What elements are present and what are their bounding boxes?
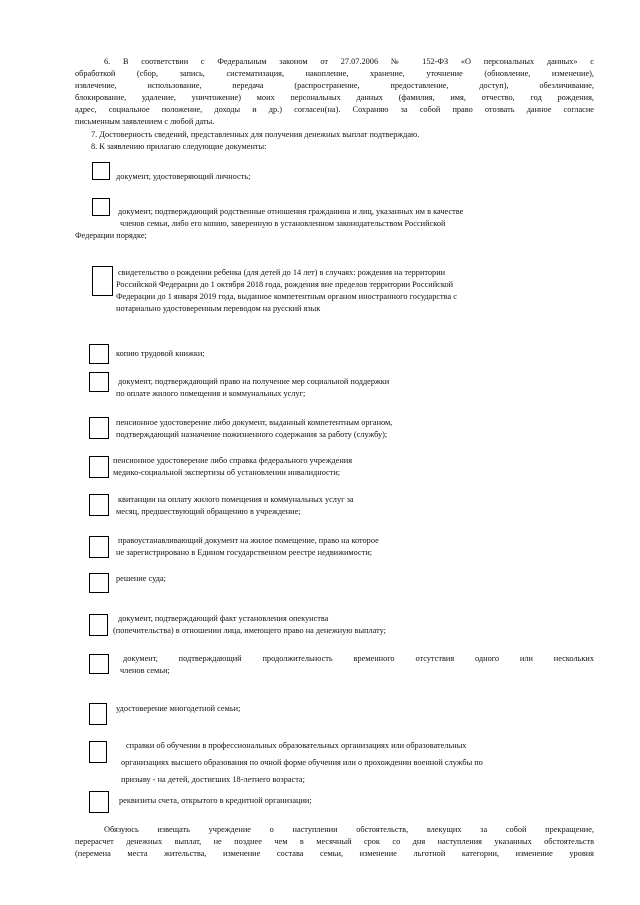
doc-kinship-label-1: документ, подтверждающий родственные отношения гражданина и лиц, указанных им в качестве [118,207,464,216]
closing-line-1: Обязуюсь извещать учреждение о наступлении обстоятельств, влекущих за собой прекращение, [104,825,594,834]
doc-kinship-label-2: членов семьи, либо его копию, заверенную в установленном законодательством Российской [120,219,446,228]
doc-birth-certificate-label-1: свидетельство о рождении ребенка (для детей до 14 лет) в случаях: рождения на территории [118,268,446,277]
doc-pension-certificate-checkbox[interactable] [89,417,109,439]
doc-disability-label-1: пенсионное удостоверение либо справка федерального учреждения [113,456,353,465]
doc-identity-label: документ, удостоверяющий личность; [116,172,251,181]
para6-line-3: извлечение, использование, передача (распространение, предоставление, доступ), обезличивание, [75,81,594,90]
doc-utility-receipts-label-1: квитанции на оплату жилого помещения и коммунальных услуг за [118,495,354,504]
doc-disability-label-2: медико-социальной экспертизы об установлении инвалидности; [113,468,341,477]
doc-social-support-checkbox[interactable] [89,372,109,392]
para6-line-5: адрес, социальное положение, доходы и др.) согласен(на). Сохраняю за собой право отозвать данное согласие [75,105,594,114]
doc-utility-receipts-label-2: месяц, предшествующий обращению в учреждение; [116,507,301,516]
doc-identity-checkbox[interactable] [92,162,110,180]
doc-bank-details-checkbox[interactable] [89,791,109,813]
doc-kinship-label-3: Федерации порядке; [75,231,147,240]
doc-education-certificate-label-1: справки об обучении в профессиональных образовательных организациях или образовательных [126,741,467,750]
para6-line-2: обработкой (сбор, запись, систематизация, накопление, хранение, уточнение (обновление, изменение), [75,69,594,78]
doc-birth-certificate-label-4: нотариально удостоверенным переводом на русский язык [116,304,321,313]
doc-disability-checkbox[interactable] [89,456,109,478]
doc-property-title-label-2: не зарегистрировано в Едином государственном реестре недвижимости; [116,548,373,557]
doc-pension-certificate-label-2: подтверждающий назначение пожизненного содержания за работу (службу); [116,430,388,439]
doc-utility-receipts-checkbox[interactable] [89,494,109,516]
doc-guardianship-label-1: документ, подтверждающий факт установления опекунства [118,614,329,623]
doc-social-support-label-1: документ, подтверждающий право на получение мер социальной поддержки [118,377,390,386]
doc-education-certificate-label-2: организациях высшего образования по очной форме обучения или о прохождении военной службы по [121,758,483,767]
closing-line-2: перерасчет денежных выплат, не позднее чем в месячный срок со дня наступления указанных обстоятельств [75,837,594,846]
para8: 8. К заявлению прилагаю следующие документы: [91,142,267,151]
doc-birth-certificate-label-3: Федерации до 1 января 2019 года, выданное компетентным органом иностранного государства с [116,292,457,301]
doc-property-title-label-1: правоустанавливающий документ на жилое помещение, право на которое [118,536,379,545]
doc-pension-certificate-label-1: пенсионное удостоверение либо документ, выданный компетентным органом, [116,418,393,427]
doc-birth-certificate-label-2: Российской Федерации до 1 октября 2018 года, рождения вне пределов территории Российской [116,280,454,289]
doc-property-title-checkbox[interactable] [89,536,109,558]
para6-line-4: блокирование, удаление, уничтожение) моих персональных данных (фамилия, имя, отчество, год рождения, [75,93,594,102]
doc-court-decision-checkbox[interactable] [89,573,109,593]
doc-temporary-absence-label-1: документ, подтверждающий продолжительность временного отсутствия одного или нескольких [123,654,594,663]
doc-large-family-checkbox[interactable] [89,703,107,725]
doc-kinship-checkbox[interactable] [92,198,110,216]
doc-temporary-absence-checkbox[interactable] [89,654,109,674]
doc-work-book-label: копию трудовой книжки; [116,349,205,358]
doc-bank-details-label: реквизиты счета, открытого в кредитной организации; [119,796,312,805]
doc-temporary-absence-label-2: членов семьи; [120,666,170,675]
doc-guardianship-checkbox[interactable] [89,614,108,636]
doc-large-family-label: удостоверение многодетной семьи; [116,704,241,713]
doc-education-certificate-label-3: призыву - на детей, достигших 18-летнего возраста; [121,775,305,784]
doc-guardianship-label-2: (попечительства) в отношении лица, имеющего право на денежную выплату; [113,626,386,635]
doc-education-certificate-checkbox[interactable] [89,741,107,763]
doc-court-decision-label: решение суда; [116,574,166,583]
doc-birth-certificate-checkbox[interactable] [92,266,113,296]
para6-line-1: 6. В соответствии с Федеральным законом от 27.07.2006 № 152-ФЗ «О персональных данных» с [104,57,594,66]
doc-work-book-checkbox[interactable] [89,344,109,364]
doc-social-support-label-2: по оплате жилого помещения и коммунальных услуг; [116,389,306,398]
closing-line-3: (перемена места жительства, изменение состава семьи, изменение льготной категории, изменение уровня [75,849,594,858]
para7: 7. Достоверность сведений, представленных для получения денежных выплат подтверждаю. [91,130,420,139]
para6-line-6: письменным заявлением с любой даты. [75,117,215,126]
